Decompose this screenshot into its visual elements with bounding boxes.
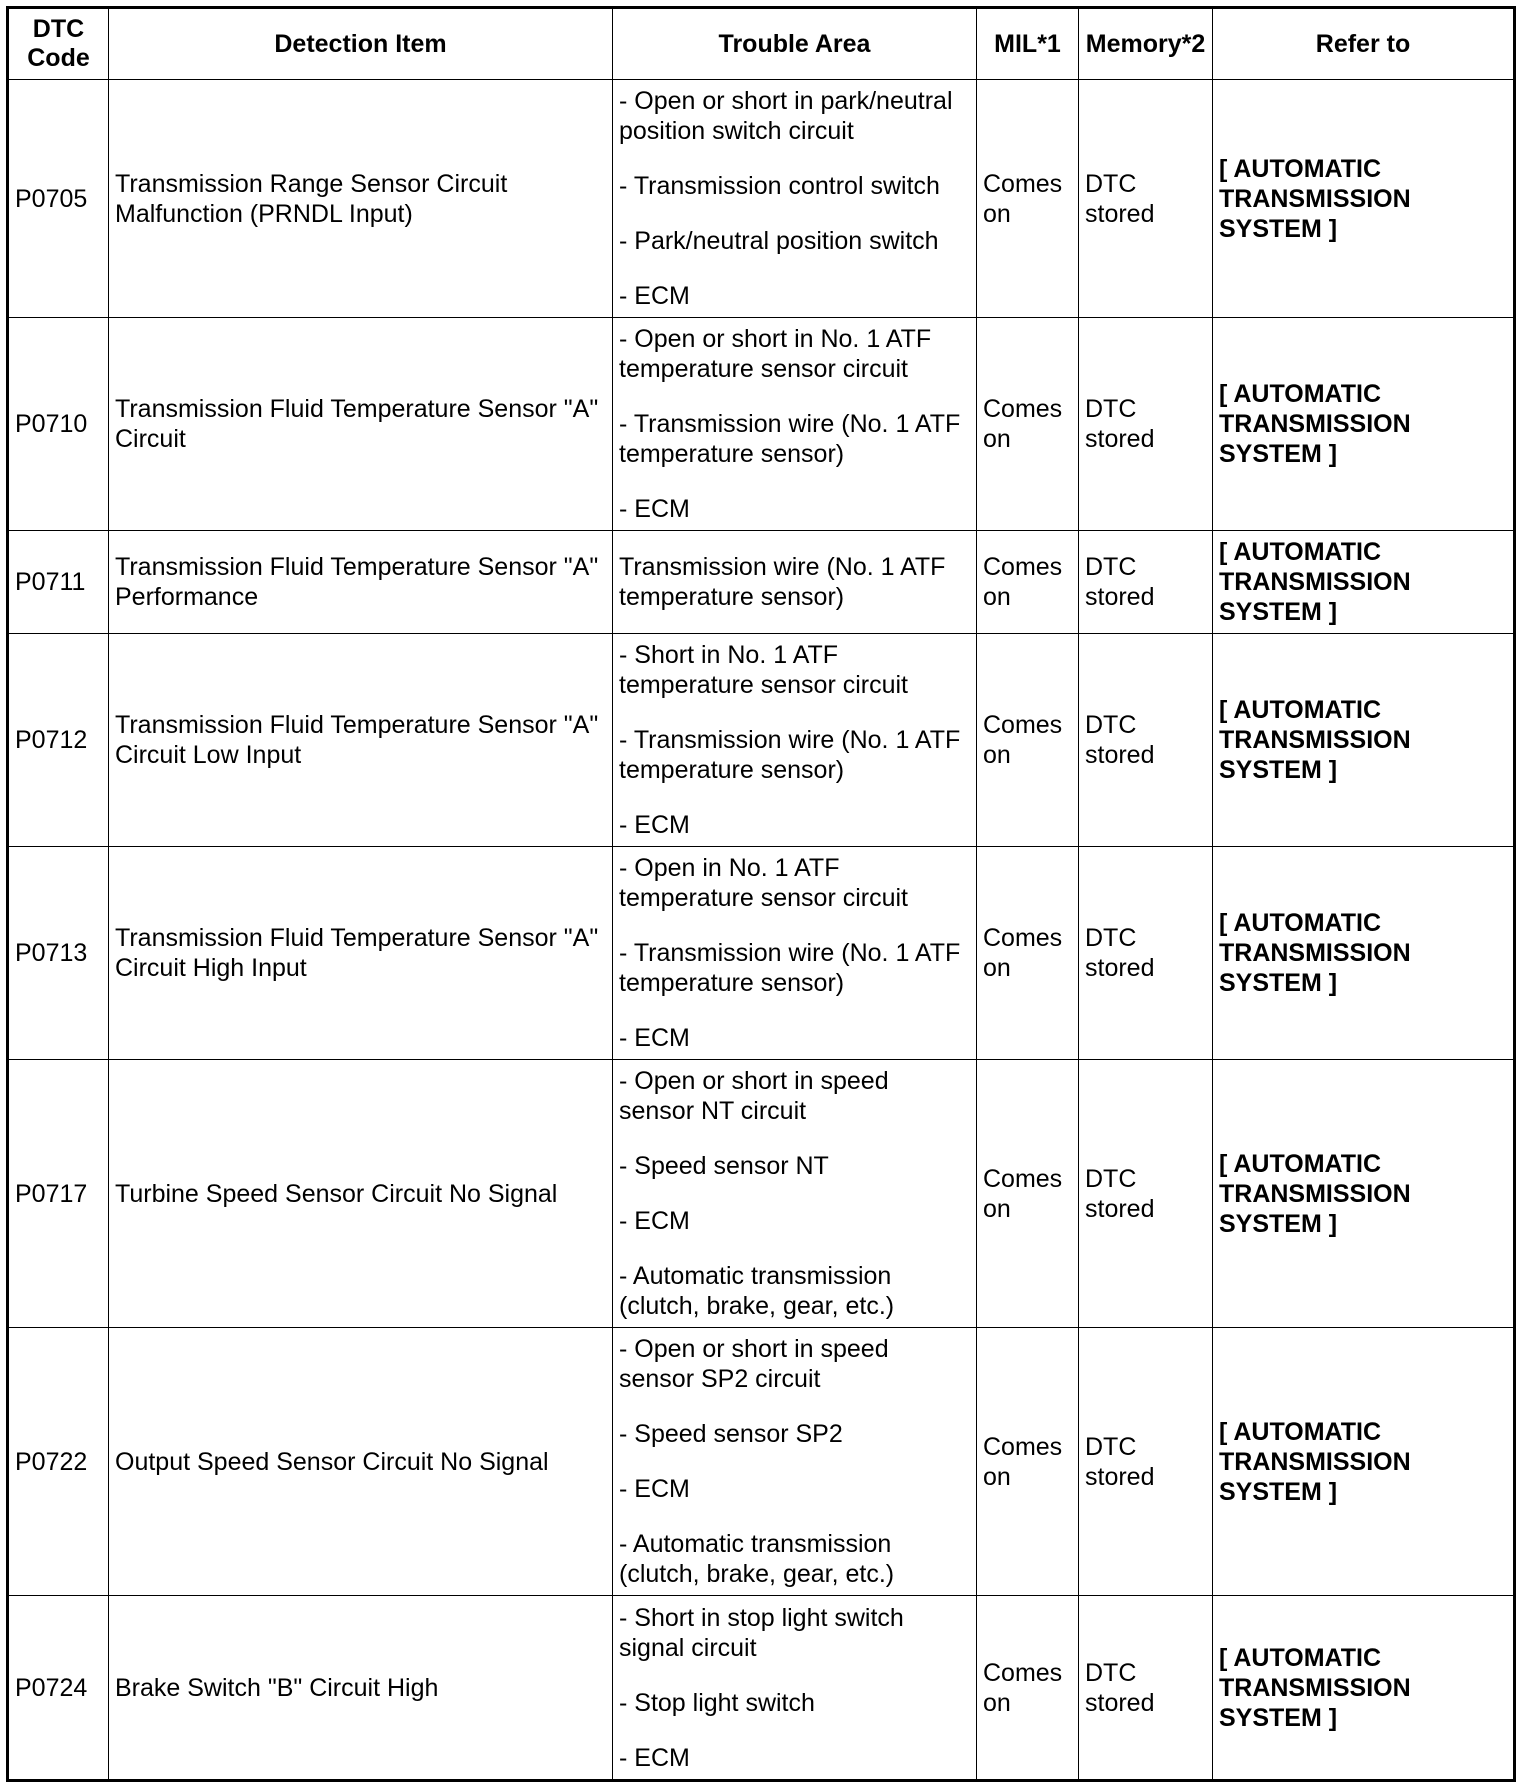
- memory-line: stored: [1085, 1688, 1155, 1717]
- trouble-item: - Open or short in No. 1 ATF temperature sensor circuit: [619, 325, 932, 383]
- table-row: [8, 1596, 1515, 1781]
- trouble-item: - Speed sensor SP2: [619, 1420, 843, 1448]
- header-detection-item: Detection Item: [109, 8, 613, 80]
- dtc-code: P0705: [8, 80, 109, 318]
- memory-line: stored: [1085, 1194, 1155, 1223]
- detection-line: Performance: [115, 583, 259, 611]
- refer-line: SYSTEM ]: [1219, 1209, 1338, 1238]
- detection-line: Transmission Fluid Temperature Sensor "A": [115, 924, 599, 952]
- detection-line: Output Speed Sensor Circuit No Signal: [115, 1447, 549, 1476]
- memory-status: [1079, 531, 1213, 634]
- header-mil: MIL*1: [977, 8, 1079, 80]
- memory-line: stored: [1085, 425, 1155, 453]
- mil-status: [977, 634, 1079, 847]
- memory-line: DTC: [1085, 395, 1137, 423]
- mil-line: on: [983, 741, 1011, 769]
- trouble-area: [613, 531, 977, 634]
- header-dtc-code-line1: DTC: [32, 15, 85, 44]
- trouble-item: - Open or short in park/neutral position switch circuit: [619, 87, 953, 145]
- detection-item: [109, 847, 613, 1060]
- trouble-item: - Open or short in speed sensor SP2 circuit: [619, 1335, 889, 1393]
- refer-line: [ AUTOMATIC: [1219, 1417, 1382, 1446]
- header-refer-to: Refer to: [1213, 8, 1515, 80]
- mil-line: on: [983, 425, 1011, 453]
- memory-line: DTC: [1085, 1432, 1137, 1461]
- trouble-area: [613, 1328, 977, 1596]
- detection-item: [109, 80, 613, 318]
- mil-status: [977, 318, 1079, 531]
- trouble-item: - Open or short in speed sensor NT circuit: [619, 1067, 889, 1125]
- memory-line: DTC: [1085, 1164, 1137, 1193]
- refer-to-link[interactable]: [1213, 634, 1515, 847]
- trouble-item: - ECM: [619, 495, 690, 523]
- trouble-item: - Transmission wire (No. 1 ATF temperature sensor): [619, 939, 961, 997]
- trouble-item: - Speed sensor NT: [619, 1152, 829, 1180]
- mil-status: [977, 1328, 1079, 1596]
- refer-to-link[interactable]: [1213, 1328, 1515, 1596]
- refer-line: SYSTEM ]: [1219, 1477, 1338, 1506]
- table-row: [8, 1060, 1515, 1328]
- trouble-area: [613, 1060, 977, 1328]
- mil-line: on: [983, 954, 1011, 982]
- trouble-item: - ECM: [619, 282, 690, 310]
- detection-item: [109, 531, 613, 634]
- trouble-item: - Transmission control switch: [619, 172, 940, 200]
- refer-line: SYSTEM ]: [1219, 756, 1338, 784]
- mil-line: Comes: [983, 553, 1063, 581]
- memory-line: stored: [1085, 1462, 1155, 1491]
- memory-status: [1079, 1060, 1213, 1328]
- dtc-table: [6, 6, 1516, 1782]
- trouble-item: - Open in No. 1 ATF temperature sensor circuit: [619, 854, 909, 912]
- memory-line: stored: [1085, 583, 1155, 611]
- dtc-code: P0710: [8, 318, 109, 531]
- detection-item: [109, 1328, 613, 1596]
- mil-line: Comes: [983, 169, 1063, 198]
- trouble-item: - ECM: [619, 811, 690, 839]
- mil-status: [977, 1060, 1079, 1328]
- trouble-area: [613, 847, 977, 1060]
- detection-line: Transmission Fluid Temperature Sensor "A": [115, 553, 599, 581]
- memory-line: DTC: [1085, 924, 1137, 952]
- trouble-item: - Transmission wire (No. 1 ATF temperature sensor): [619, 726, 961, 784]
- detection-item: [109, 1596, 613, 1781]
- table-row: [8, 1328, 1515, 1596]
- detection-item: [109, 318, 613, 531]
- detection-line: Turbine Speed Sensor Circuit No Signal: [115, 1179, 558, 1208]
- mil-line: Comes: [983, 924, 1063, 952]
- refer-line: [ AUTOMATIC: [1219, 538, 1382, 566]
- trouble-item: - Short in stop light switch signal circuit: [619, 1603, 904, 1662]
- refer-line: [ AUTOMATIC: [1219, 380, 1382, 408]
- detection-line: Malfunction (PRNDL Input): [115, 199, 413, 228]
- trouble-area: [613, 1596, 977, 1781]
- memory-line: stored: [1085, 954, 1155, 982]
- refer-to-link[interactable]: [1213, 80, 1515, 318]
- header-trouble-area: Trouble Area: [613, 8, 977, 80]
- table-row: [8, 531, 1515, 634]
- mil-line: on: [983, 1688, 1011, 1717]
- detection-line: Transmission Fluid Temperature Sensor "A": [115, 395, 599, 423]
- table-row: [8, 847, 1515, 1060]
- refer-line: TRANSMISSION: [1219, 184, 1411, 213]
- detection-item: [109, 634, 613, 847]
- memory-line: DTC: [1085, 553, 1137, 581]
- memory-status: [1079, 1596, 1213, 1781]
- refer-to-link[interactable]: [1213, 531, 1515, 634]
- memory-line: DTC: [1085, 1658, 1137, 1687]
- mil-status: [977, 80, 1079, 318]
- refer-to-link[interactable]: [1213, 318, 1515, 531]
- refer-line: [ AUTOMATIC: [1219, 909, 1382, 937]
- memory-status: [1079, 634, 1213, 847]
- mil-line: Comes: [983, 1658, 1063, 1687]
- detection-line: Circuit Low Input: [115, 741, 302, 769]
- trouble-area: [613, 634, 977, 847]
- refer-line: [ AUTOMATIC: [1219, 696, 1382, 724]
- memory-line: stored: [1085, 199, 1155, 228]
- mil-status: [977, 531, 1079, 634]
- trouble-item: - Park/neutral position switch: [619, 227, 939, 255]
- detection-line: Transmission Fluid Temperature Sensor "A": [115, 711, 599, 739]
- refer-line: TRANSMISSION: [1219, 1447, 1411, 1476]
- memory-status: [1079, 318, 1213, 531]
- memory-status: [1079, 847, 1213, 1060]
- trouble-item: - ECM: [619, 1024, 690, 1052]
- mil-status: [977, 1596, 1079, 1781]
- header-row: [8, 8, 1515, 80]
- dtc-code: P0724: [8, 1596, 109, 1781]
- table-row: [8, 634, 1515, 847]
- mil-line: on: [983, 1462, 1011, 1491]
- memory-status: [1079, 1328, 1213, 1596]
- trouble-item: Transmission wire (No. 1 ATF temperature sensor): [619, 553, 946, 611]
- detection-line: Transmission Range Sensor Circuit: [115, 169, 508, 198]
- mil-line: on: [983, 199, 1011, 228]
- refer-line: TRANSMISSION: [1219, 1673, 1411, 1702]
- mil-line: Comes: [983, 1432, 1063, 1461]
- trouble-item: - Transmission wire (No. 1 ATF temperature sensor): [619, 410, 961, 468]
- dtc-code: P0717: [8, 1060, 109, 1328]
- refer-line: TRANSMISSION: [1219, 410, 1411, 438]
- mil-line: on: [983, 1194, 1011, 1223]
- refer-line: [ AUTOMATIC: [1219, 1149, 1382, 1178]
- trouble-area: [613, 80, 977, 318]
- refer-line: SYSTEM ]: [1219, 214, 1338, 243]
- memory-line: DTC: [1085, 169, 1137, 198]
- refer-line: SYSTEM ]: [1219, 969, 1338, 997]
- mil-line: Comes: [983, 711, 1063, 739]
- mil-line: Comes: [983, 1164, 1063, 1193]
- dtc-code: P0711: [8, 531, 109, 634]
- trouble-item: - Automatic transmission (clutch, brake, gear, etc.): [619, 1530, 895, 1588]
- trouble-item: - ECM: [619, 1207, 690, 1235]
- detection-item: [109, 1060, 613, 1328]
- header-dtc-code: [8, 8, 109, 80]
- refer-to-link[interactable]: [1213, 847, 1515, 1060]
- table-row: [8, 318, 1515, 531]
- memory-status: [1079, 80, 1213, 318]
- trouble-item: - ECM: [619, 1743, 690, 1772]
- mil-line: Comes: [983, 395, 1063, 423]
- refer-to-link[interactable]: [1213, 1596, 1515, 1781]
- table-row: [8, 80, 1515, 318]
- trouble-area: [613, 318, 977, 531]
- dtc-code: P0712: [8, 634, 109, 847]
- refer-line: [ AUTOMATIC: [1219, 1643, 1382, 1672]
- header-memory: Memory*2: [1079, 8, 1213, 80]
- detection-line: Circuit: [115, 425, 186, 453]
- refer-line: TRANSMISSION: [1219, 568, 1411, 596]
- refer-line: TRANSMISSION: [1219, 1179, 1411, 1208]
- trouble-item: - Short in No. 1 ATF temperature sensor circuit: [619, 641, 909, 699]
- memory-line: DTC: [1085, 711, 1137, 739]
- refer-line: SYSTEM ]: [1219, 598, 1338, 626]
- refer-line: TRANSMISSION: [1219, 939, 1411, 967]
- header-dtc-code-line2: Code: [27, 44, 90, 72]
- trouble-item: - Automatic transmission (clutch, brake, gear, etc.): [619, 1262, 895, 1320]
- refer-line: SYSTEM ]: [1219, 440, 1338, 468]
- trouble-item: - Stop light switch: [619, 1688, 815, 1717]
- refer-line: [ AUTOMATIC: [1219, 154, 1382, 183]
- mil-line: on: [983, 583, 1011, 611]
- refer-to-link[interactable]: [1213, 1060, 1515, 1328]
- memory-line: stored: [1085, 741, 1155, 769]
- dtc-code: P0722: [8, 1328, 109, 1596]
- trouble-item: - ECM: [619, 1475, 690, 1503]
- detection-line: Circuit High Input: [115, 954, 307, 982]
- mil-status: [977, 847, 1079, 1060]
- dtc-code: P0713: [8, 847, 109, 1060]
- refer-line: SYSTEM ]: [1219, 1703, 1338, 1732]
- refer-line: TRANSMISSION: [1219, 726, 1411, 754]
- detection-line: Brake Switch "B" Circuit High: [115, 1673, 439, 1702]
